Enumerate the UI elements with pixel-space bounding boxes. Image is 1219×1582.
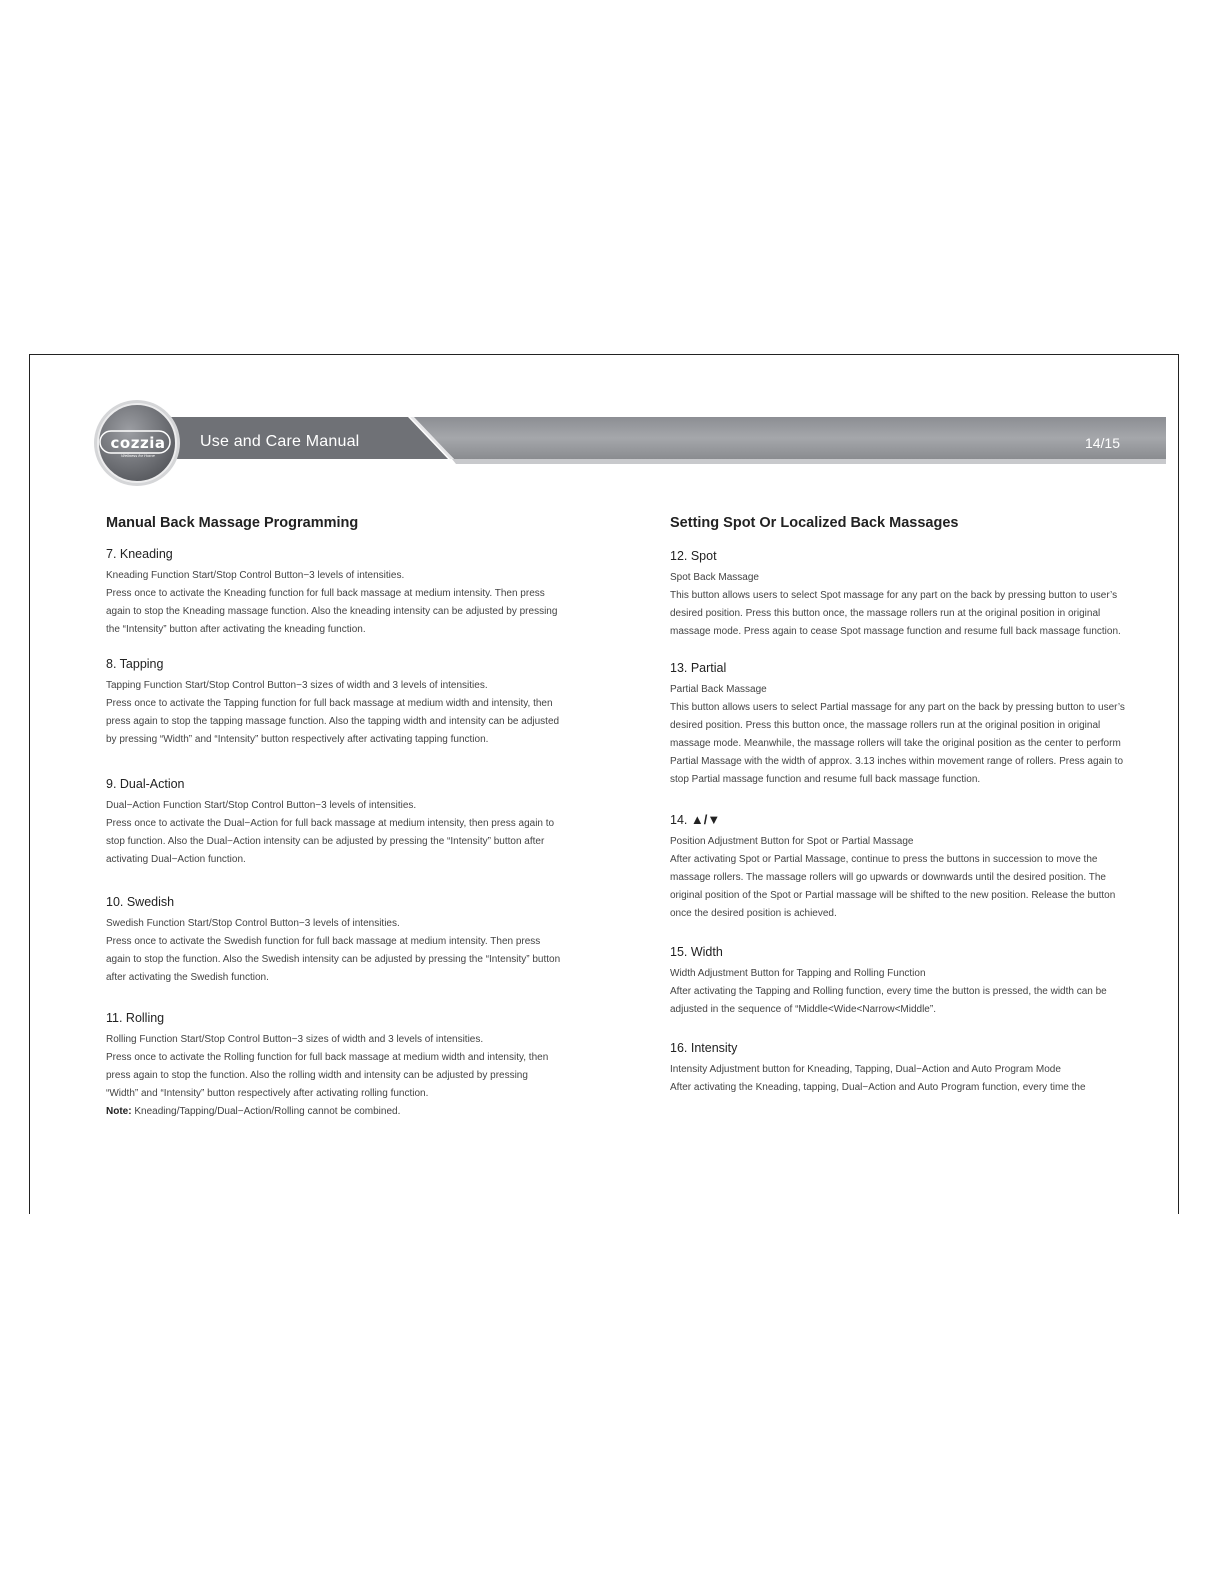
item-intensity — [670, 1039, 1125, 1097]
item-subtitle: Intensity Adjustment button for Kneading, Tapping, Dual−Action and Auto Program Mode — [670, 1064, 1061, 1075]
item-width — [670, 943, 1125, 1019]
item-title — [670, 811, 1125, 829]
header-banner — [92, 398, 1168, 488]
item-subtitle: Position Adjustment Button for Spot or Partial Massage — [670, 836, 914, 847]
cozzia-logo — [98, 404, 176, 482]
item-body: Press once to activate the Rolling function for full back massage at medium width and intensity, then press again to stop the function. Also the rolling width and intensity can be adjusted by pressing “Width” and “Intensity” button respectively after activating rolling function. — [106, 1052, 549, 1099]
note — [106, 1103, 561, 1121]
item-title: 11. Rolling — [106, 1011, 165, 1025]
item-partial — [670, 659, 1125, 789]
item-body: After activating the Kneading, tapping, Dual−Action and Auto Program function, every time the — [670, 1082, 1086, 1093]
item-subtitle: Spot Back Massage — [670, 572, 759, 583]
item-title: 9. Dual-Action — [106, 777, 185, 791]
item-title: 8. Tapping — [106, 657, 164, 671]
note-label: Note: — [106, 1106, 132, 1117]
page-number: 14/15 — [1084, 435, 1120, 451]
item-title: 10. Swedish — [106, 895, 175, 909]
item-body: This button allows users to select Partial massage for any part on the back by pressing button to user’s desired position. Press this button once, the massage rollers run at the original position in original massage mode. Meanwhile, the massage rollers will take the original position as the center to perform Partial Massage with the width of approx. 3.13 inches within movement range of rollers. Press again to stop Partial massage function and resume full back massage function. — [670, 702, 1125, 785]
item-swedish — [106, 893, 561, 987]
logo-tagline: Wellness for Home — [121, 453, 155, 458]
item-subtitle: Dual−Action Function Start/Stop Control Button−3 levels of intensities. — [106, 800, 417, 811]
item-body: This button allows users to select Spot massage for any part on the back by pressing button to user’s desired position. Press this button once, the massage rollers run at the original position in original massage mode. Press again to cease Spot massage function and resume full back massage function. — [670, 590, 1121, 637]
item-body: Press once to activate the Dual−Action for full back massage at medium intensity, then press again to stop function. Also the Dual−Action intensity can be adjusted by pressing the “Intensity” button after activating Dual−Action function. — [106, 818, 555, 865]
item-title: 7. Kneading — [106, 547, 173, 561]
logo-wordmark: cozzia — [110, 434, 166, 452]
item-tapping — [106, 655, 561, 749]
item-subtitle: Swedish Function Start/Stop Control Button−3 levels of intensities. — [106, 918, 400, 929]
item-subtitle: Width Adjustment Button for Tapping and Rolling Function — [670, 968, 926, 979]
section-title-manual: Manual Back Massage Programming — [106, 515, 359, 531]
item-position-adjust — [670, 811, 1125, 923]
item-spot — [670, 547, 1125, 641]
item-dual-action — [106, 775, 561, 869]
item-subtitle: Tapping Function Start/Stop Control Button−3 sizes of width and 3 levels of intensities. — [106, 680, 488, 691]
item-rolling — [106, 1009, 561, 1121]
item-body: After activating Spot or Partial Massage, continue to press the buttons in succession to move the massage rollers. The massage rollers will go upwards or downwards until the desired position. The original position of the Spot or Partial massage will be shifted to the new position. Release the button once the desired position is achieved. — [670, 854, 1116, 919]
item-subtitle: Partial Back Massage — [670, 684, 767, 695]
item-title: 13. Partial — [670, 661, 727, 675]
item-body: Press once to activate the Swedish function for full back massage at medium intensity. Then press again to stop the function. Also the Swedish intensity can be adjusted by pressing the “Intensity” button after activating the Swedish function. — [106, 936, 561, 983]
item-title: 15. Width — [670, 945, 723, 959]
item-subtitle: Kneading Function Start/Stop Control Button−3 levels of intensities. — [106, 570, 405, 581]
section-title-spot: Setting Spot Or Localized Back Massages — [670, 515, 959, 531]
right-column — [670, 513, 1125, 1097]
item-body: Press once to activate the Kneading function for full back massage at medium intensity. Then press again to stop the Kneading massage function. Also the kneading intensity can be adjusted by pressing the “Intensity” button after activating the kneading function. — [106, 588, 558, 635]
item-title: 12. Spot — [670, 549, 717, 563]
item-kneading — [106, 545, 561, 639]
item-body: Press once to activate the Tapping function for full back massage at medium width and intensity, then press again to stop the tapping massage function. Also the tapping width and intensity can be adjusted by pressing “Width” and “Intensity” button respectively after activating tapping function. — [106, 698, 560, 745]
item-title: 16. Intensity — [670, 1041, 738, 1055]
manual-title: Use and Care Manual — [200, 433, 360, 450]
item-subtitle: Rolling Function Start/Stop Control Button−3 sizes of width and 3 levels of intensities. — [106, 1034, 484, 1045]
item-body: After activating the Tapping and Rolling function, every time the button is pressed, the width can be adjusted in the sequence of “Middle<Wide<Narrow<Middle”. — [670, 986, 1107, 1015]
left-column — [106, 513, 561, 1121]
item-number: 14. — [670, 813, 691, 827]
note-text: Kneading/Tapping/Dual−Action/Rolling cannot be combined. — [131, 1106, 401, 1117]
up-down-arrows-icon: ▲/▼ — [690, 812, 721, 827]
